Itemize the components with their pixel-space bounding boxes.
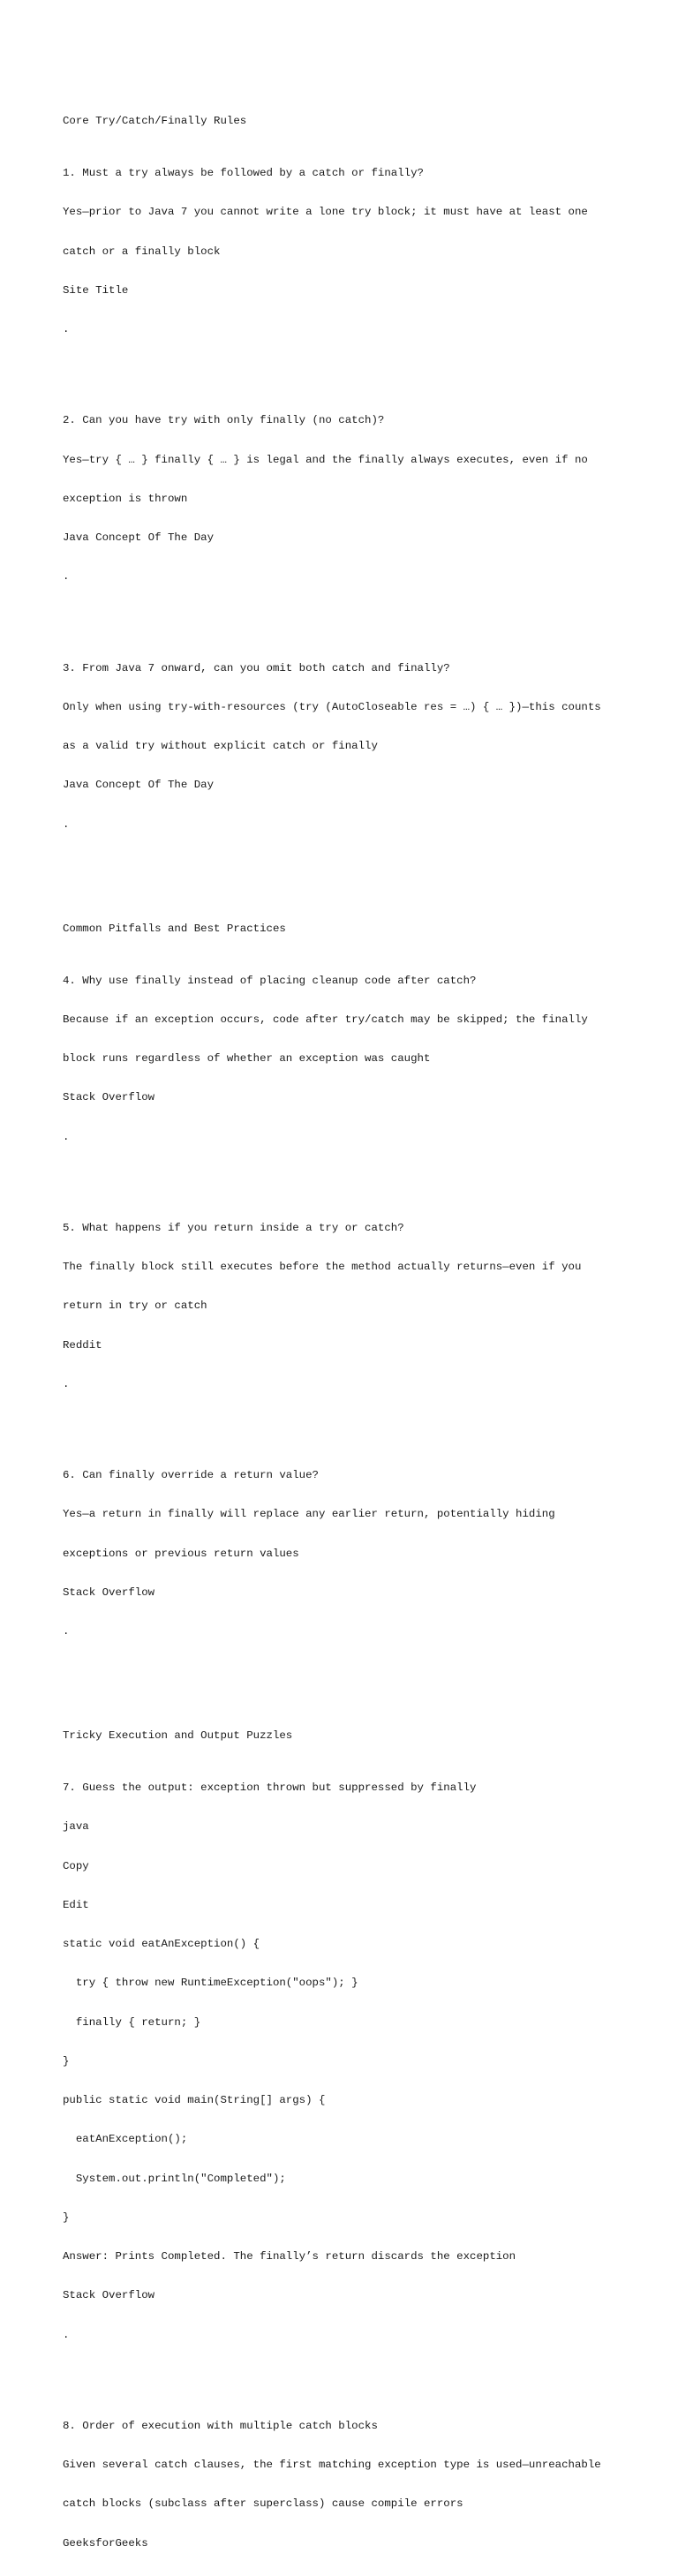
dot-separator: .: [63, 1130, 70, 1143]
section-heading: Common Pitfalls and Best Practices: [63, 922, 286, 935]
dot-separator: .: [63, 1625, 70, 1638]
answer-line: return in try or catch: [63, 1299, 207, 1313]
question: 3. From Java 7 onward, can you omit both catch and finally?: [63, 661, 450, 674]
answer-line: exception is thrown: [63, 492, 188, 505]
copy-code-button[interactable]: Copy: [63, 1859, 89, 1872]
answer-line: Yes—a return in finally will replace any earlier return, potentially hiding: [63, 1508, 555, 1521]
source-link[interactable]: Stack Overflow: [63, 2289, 155, 2302]
question: 2. Can you have try with only finally (no catch)?: [63, 414, 385, 427]
code-line: }: [63, 2211, 70, 2224]
answer-line: Only when using try-with-resources (try (AutoCloseable res = …) { … })—this counts: [63, 700, 601, 713]
dot-separator: .: [63, 570, 70, 584]
document-body: [63, 63, 628, 2576]
answer-line: The finally block still executes before the method actually returns—even if you: [63, 1261, 582, 1273]
source-link[interactable]: Stack Overflow: [63, 1091, 155, 1104]
answer-line: catch or a finally block: [63, 245, 221, 258]
spacer: [63, 1664, 628, 1677]
source-link[interactable]: GeeksforGeeks: [63, 2536, 148, 2550]
answer-line: Given several catch clauses, the first matching exception type is used—unreachable: [63, 2459, 601, 2471]
answer-line: Answer: Prints Completed. The finally’s return discards the exception: [63, 2250, 516, 2263]
dot-separator: .: [63, 2328, 70, 2341]
question: 1. Must a try always be followed by a catch or finally?: [63, 167, 424, 179]
dot-separator: .: [63, 323, 70, 335]
spacer: [63, 857, 628, 870]
code-line: public static void main(String[] args) {: [63, 2094, 326, 2106]
question: 8. Order of execution with multiple catch blocks: [63, 2419, 378, 2432]
answer-line: Because if an exception occurs, code after try/catch may be skipped; the finally: [63, 1013, 588, 1026]
answer-line: exceptions or previous return values: [63, 1547, 299, 1560]
dot-separator: .: [63, 817, 70, 831]
edit-code-button[interactable]: Edit: [63, 1898, 89, 1911]
code-line: eatAnException();: [63, 2133, 188, 2146]
code-line: static void eatAnException() {: [63, 1938, 260, 1950]
source-link[interactable]: Reddit: [63, 1338, 102, 1352]
source-link[interactable]: Java Concept Of The Day: [63, 779, 215, 792]
code-line: finally { return; }: [63, 2015, 201, 2029]
answer-line: catch blocks (subclass after superclass) cause compile errors: [63, 2497, 463, 2511]
source-link[interactable]: Stack Overflow: [63, 1586, 155, 1599]
answer-line: Yes—try { … } finally { … } is legal and the finally always executes, even if no: [63, 453, 588, 466]
question: 5. What happens if you return inside a try or catch?: [63, 1221, 404, 1234]
code-language-label: java: [63, 1820, 89, 1834]
spacer: [63, 610, 628, 623]
answer-line: Yes—prior to Java 7 you cannot write a lone try block; it must have at least one: [63, 206, 588, 219]
question: 4. Why use finally instead of placing cleanup code after catch?: [63, 974, 477, 987]
question: 6. Can finally override a return value?: [63, 1469, 319, 1481]
dot-separator: .: [63, 1377, 70, 1390]
section-heading: Core Try/Catch/Finally Rules: [63, 115, 247, 127]
source-link[interactable]: Site Title: [63, 283, 129, 297]
answer-line: block runs regardless of whether an exception was caught: [63, 1052, 431, 1065]
section-heading: Tricky Execution and Output Puzzles: [63, 1729, 293, 1742]
spacer: [63, 1417, 628, 1430]
code-line: }: [63, 2054, 70, 2068]
question: 7. Guess the output: exception thrown but suppressed by finally: [63, 1781, 477, 1794]
spacer: [63, 1170, 628, 1183]
answer-line: as a valid try without explicit catch or finally: [63, 740, 378, 752]
source-link[interactable]: Java Concept Of The Day: [63, 531, 215, 544]
code-line: System.out.println("Completed");: [63, 2172, 286, 2185]
code-line: try { throw new RuntimeException("oops"); }: [63, 1977, 358, 1990]
spacer: [63, 362, 628, 375]
spacer: [63, 2368, 628, 2381]
